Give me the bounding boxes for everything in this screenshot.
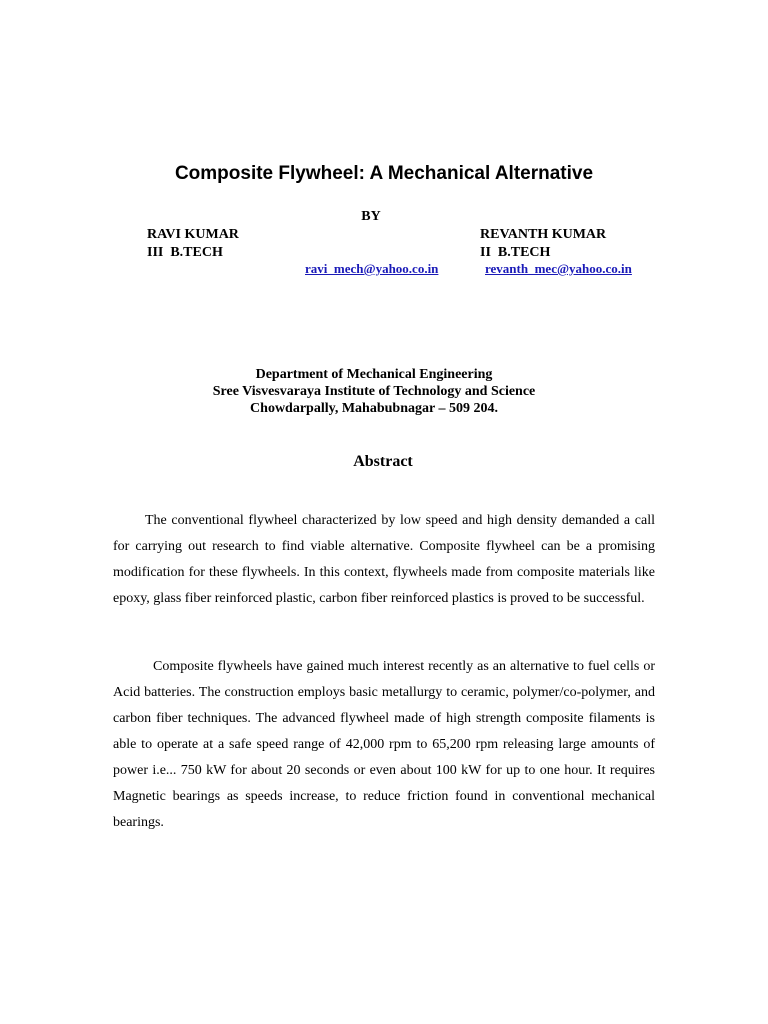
institute-address: Chowdarpally, Mahabubnagar – 509 204.	[250, 401, 498, 416]
affiliation-block	[0, 366, 748, 417]
author-name: RAVI KUMAR	[147, 227, 239, 242]
by-label: BY	[361, 209, 381, 224]
author-block-right	[480, 226, 606, 262]
author-degree: II B.TECH	[480, 245, 551, 260]
paper-title: Composite Flywheel: A Mechanical Alternative	[174, 163, 594, 184]
institute-name: Sree Visvesvaraya Institute of Technology and Science	[212, 384, 536, 399]
author-block-left	[147, 226, 239, 262]
abstract-heading: Abstract	[353, 453, 413, 470]
author-email-link[interactable]: ravi_mech@yahoo.co.in	[305, 261, 439, 276]
author-degree: III B.TECH	[147, 245, 223, 260]
abstract-paragraph: The conventional flywheel characterized by low speed and high density demanded a call for carrying out research to find viable alternative. Composite flywheel can be a promising modification for these flywheels. In this context, flywheels made from composite materials like epoxy, glass fiber reinforced plastic, carbon fiber reinforced plastics is proved to be successful.	[113, 513, 655, 606]
abstract-paragraph: Composite flywheels have gained much interest recently as an alternative to fuel cells or Acid batteries. The construction employs basic metallurgy to ceramic, polymer/co-polymer, and carbon fiber techniques. The advanced flywheel made of high strength composite filaments is able to operate at a safe speed range of 42,000 rpm to 65,200 rpm releasing large amounts of power i.e... 750 kW for about 20 seconds or even about 100 kW for up to one hour. It requires Magnetic bearings as speeds increase, to reduce friction found in conventional mechanical bearings.	[113, 659, 655, 830]
author-email-link[interactable]: revanth_mec@yahoo.co.in	[485, 261, 632, 276]
department-name: Department of Mechanical Engineering	[255, 367, 493, 382]
author-name: REVANTH KUMAR	[480, 227, 607, 242]
